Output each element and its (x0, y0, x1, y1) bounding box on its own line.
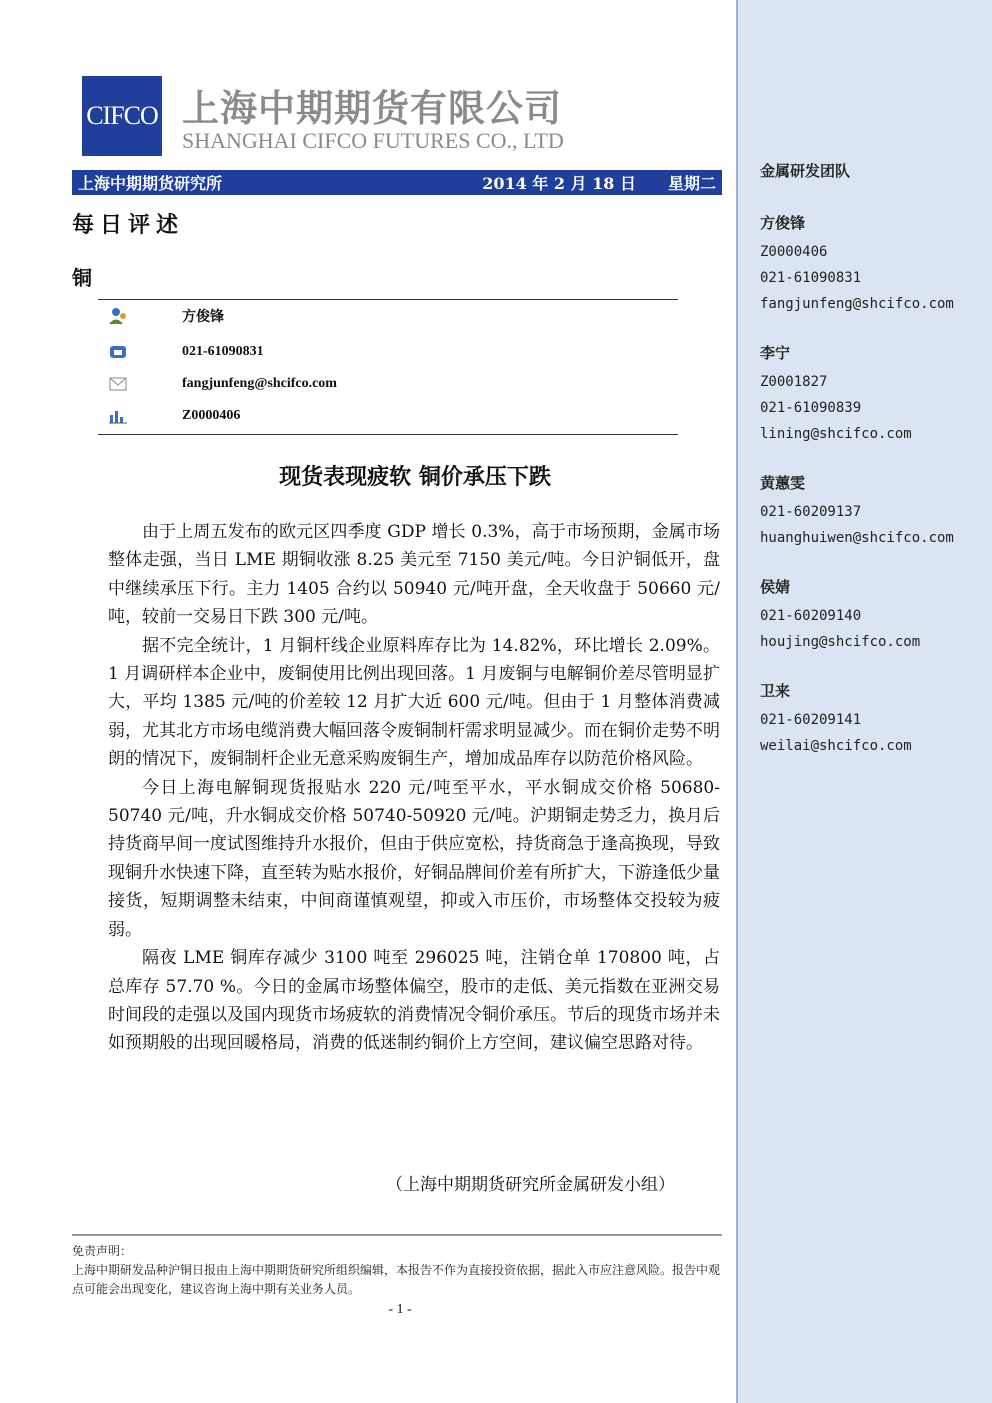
disclaimer-title: 免责声明： (72, 1244, 133, 1258)
report-date: 2014 年 2 月 18 日 (482, 174, 636, 193)
disclaimer (72, 1242, 722, 1299)
product-name: 铜 (72, 266, 92, 290)
article-title: 现货表现疲软 铜价承压下跌 (279, 465, 551, 490)
phone-icon (108, 343, 128, 361)
article-signature: （上海中期期货研究所金属研发小组） (386, 1175, 675, 1195)
member-phone: 021-60209140 (760, 608, 862, 624)
team-member (760, 680, 912, 759)
page-number: - 1 - (388, 1302, 412, 1317)
member-license: Z0000406 (760, 244, 828, 260)
disclaimer-text: 上海中期研发品种沪铜日报由上海中期期货研究所组织编辑，本报告不作为直接投资依据，据此入市应注意风险。报告中观点可能会出现变化，建议咨询上海中期有关业务人员。 (72, 1263, 721, 1296)
article-body (108, 518, 720, 1058)
paragraph: 隔夜 LME 铜库存减少 3100 吨至 296025 吨，注销仓单 170800 吨，占总库存 57.70 %。今日的金属市场整体偏空，股市的走低、美元指数在亚洲交易时间段的走强以及国内现货市场疲软的消费情况令铜价承压。节后的现货市场并未如预期般的出现回暖格局，消费的低迷制约铜价上方空间，建议偏空思路对待。 (108, 948, 720, 1054)
member-name: 李宁 (760, 344, 791, 362)
report-weekday: 星期二 (667, 174, 716, 193)
section-title: 每日评述 (72, 212, 185, 238)
chart-icon (108, 407, 128, 425)
member-phone: 021-60209141 (760, 712, 862, 728)
member-phone: 021-61090831 (760, 270, 862, 286)
member-name: 侯婧 (760, 578, 791, 596)
footer-divider (72, 1234, 722, 1236)
company-name-en: SHANGHAI CIFCO FUTURES CO., LTD (182, 128, 564, 153)
member-email[interactable]: huanghuiwen@shcifco.com (760, 530, 954, 546)
institute-name: 上海中期期货研究所 (78, 174, 223, 193)
member-phone: 021-61090839 (760, 400, 862, 416)
author-name: 方俊锋 (182, 310, 224, 325)
member-email[interactable]: houjing@shcifco.com (760, 634, 921, 650)
team-title: 金属研发团队 (760, 162, 851, 180)
sidebar-team (736, 0, 992, 1403)
paragraph: 由于上周五发布的欧元区四季度 GDP 增长 0.3%，高于市场预期，金属市场整体走强，当日 LME 期铜收涨 8.25 美元至 7150 美元/吨。今日沪铜低开，盘中继续承压下行。主力 1405 合约以 50940 元/吨开盘，全天收盘于 50660 元/吨，较前一交易日下跌 300 元/吨。 (108, 522, 720, 628)
author-info (98, 299, 678, 435)
report-header-bar (72, 170, 722, 195)
team-member (760, 576, 920, 655)
member-name: 黄蕙雯 (760, 474, 806, 492)
author-phone: 021-61090831 (182, 344, 264, 359)
team-member (760, 472, 954, 551)
team-member (760, 212, 954, 317)
member-name: 方俊锋 (760, 214, 806, 232)
mail-icon (108, 375, 128, 393)
logo-text: CIFCO (86, 101, 158, 130)
company-name-cn: 上海中期期货有限公司 (182, 87, 562, 130)
company-logo (82, 76, 162, 156)
author-email[interactable]: fangjunfeng@shcifco.com (182, 376, 337, 391)
member-email[interactable]: lining@shcifco.com (760, 426, 912, 442)
member-email[interactable]: weilai@shcifco.com (760, 738, 912, 754)
member-license: Z0001827 (760, 374, 828, 390)
team-member (760, 342, 912, 447)
member-phone: 021-60209137 (760, 504, 862, 520)
paragraph: 今日上海电解铜现货报贴水 220 元/吨至平水，平水铜成交价格 50680-50740 元/吨，升水铜成交价格 50740-50920 元/吨。沪期铜走势乏力，换月后持货商早间一度试图维持升水报价，但由于供应宽松，持货商急于逢高换现，导致现铜升水快速下降，直至转为贴水报价，好铜品牌间价差有所扩大，下游逢低少量接货，短期调整未结束，中间商谨慎观望，抑或入市压价，市场整体交投较为疲弱。 (108, 777, 720, 940)
author-license: Z0000406 (182, 408, 241, 423)
member-email[interactable]: fangjunfeng@shcifco.com (760, 296, 954, 312)
paragraph: 据不完全统计，1 月铜杆线企业原料库存比为 14.82%，环比增长 2.09%。1 月调研样本企业中，废铜使用比例出现回落。1 月废铜与电解铜价差尽管明显扩大，平均 1385 元/吨的价差较 12 月扩大近 600 元/吨。但由于 1 月整体消费减弱，尤其北方市场电缆消费大幅回落令废铜制杆需求明显减少。而在铜价走势不明朗的情况下，废铜制杆企业无意采购废铜生产，增加成品库存以防范价格风险。 (108, 635, 720, 770)
member-name: 卫来 (760, 682, 791, 700)
person-icon (108, 307, 128, 325)
